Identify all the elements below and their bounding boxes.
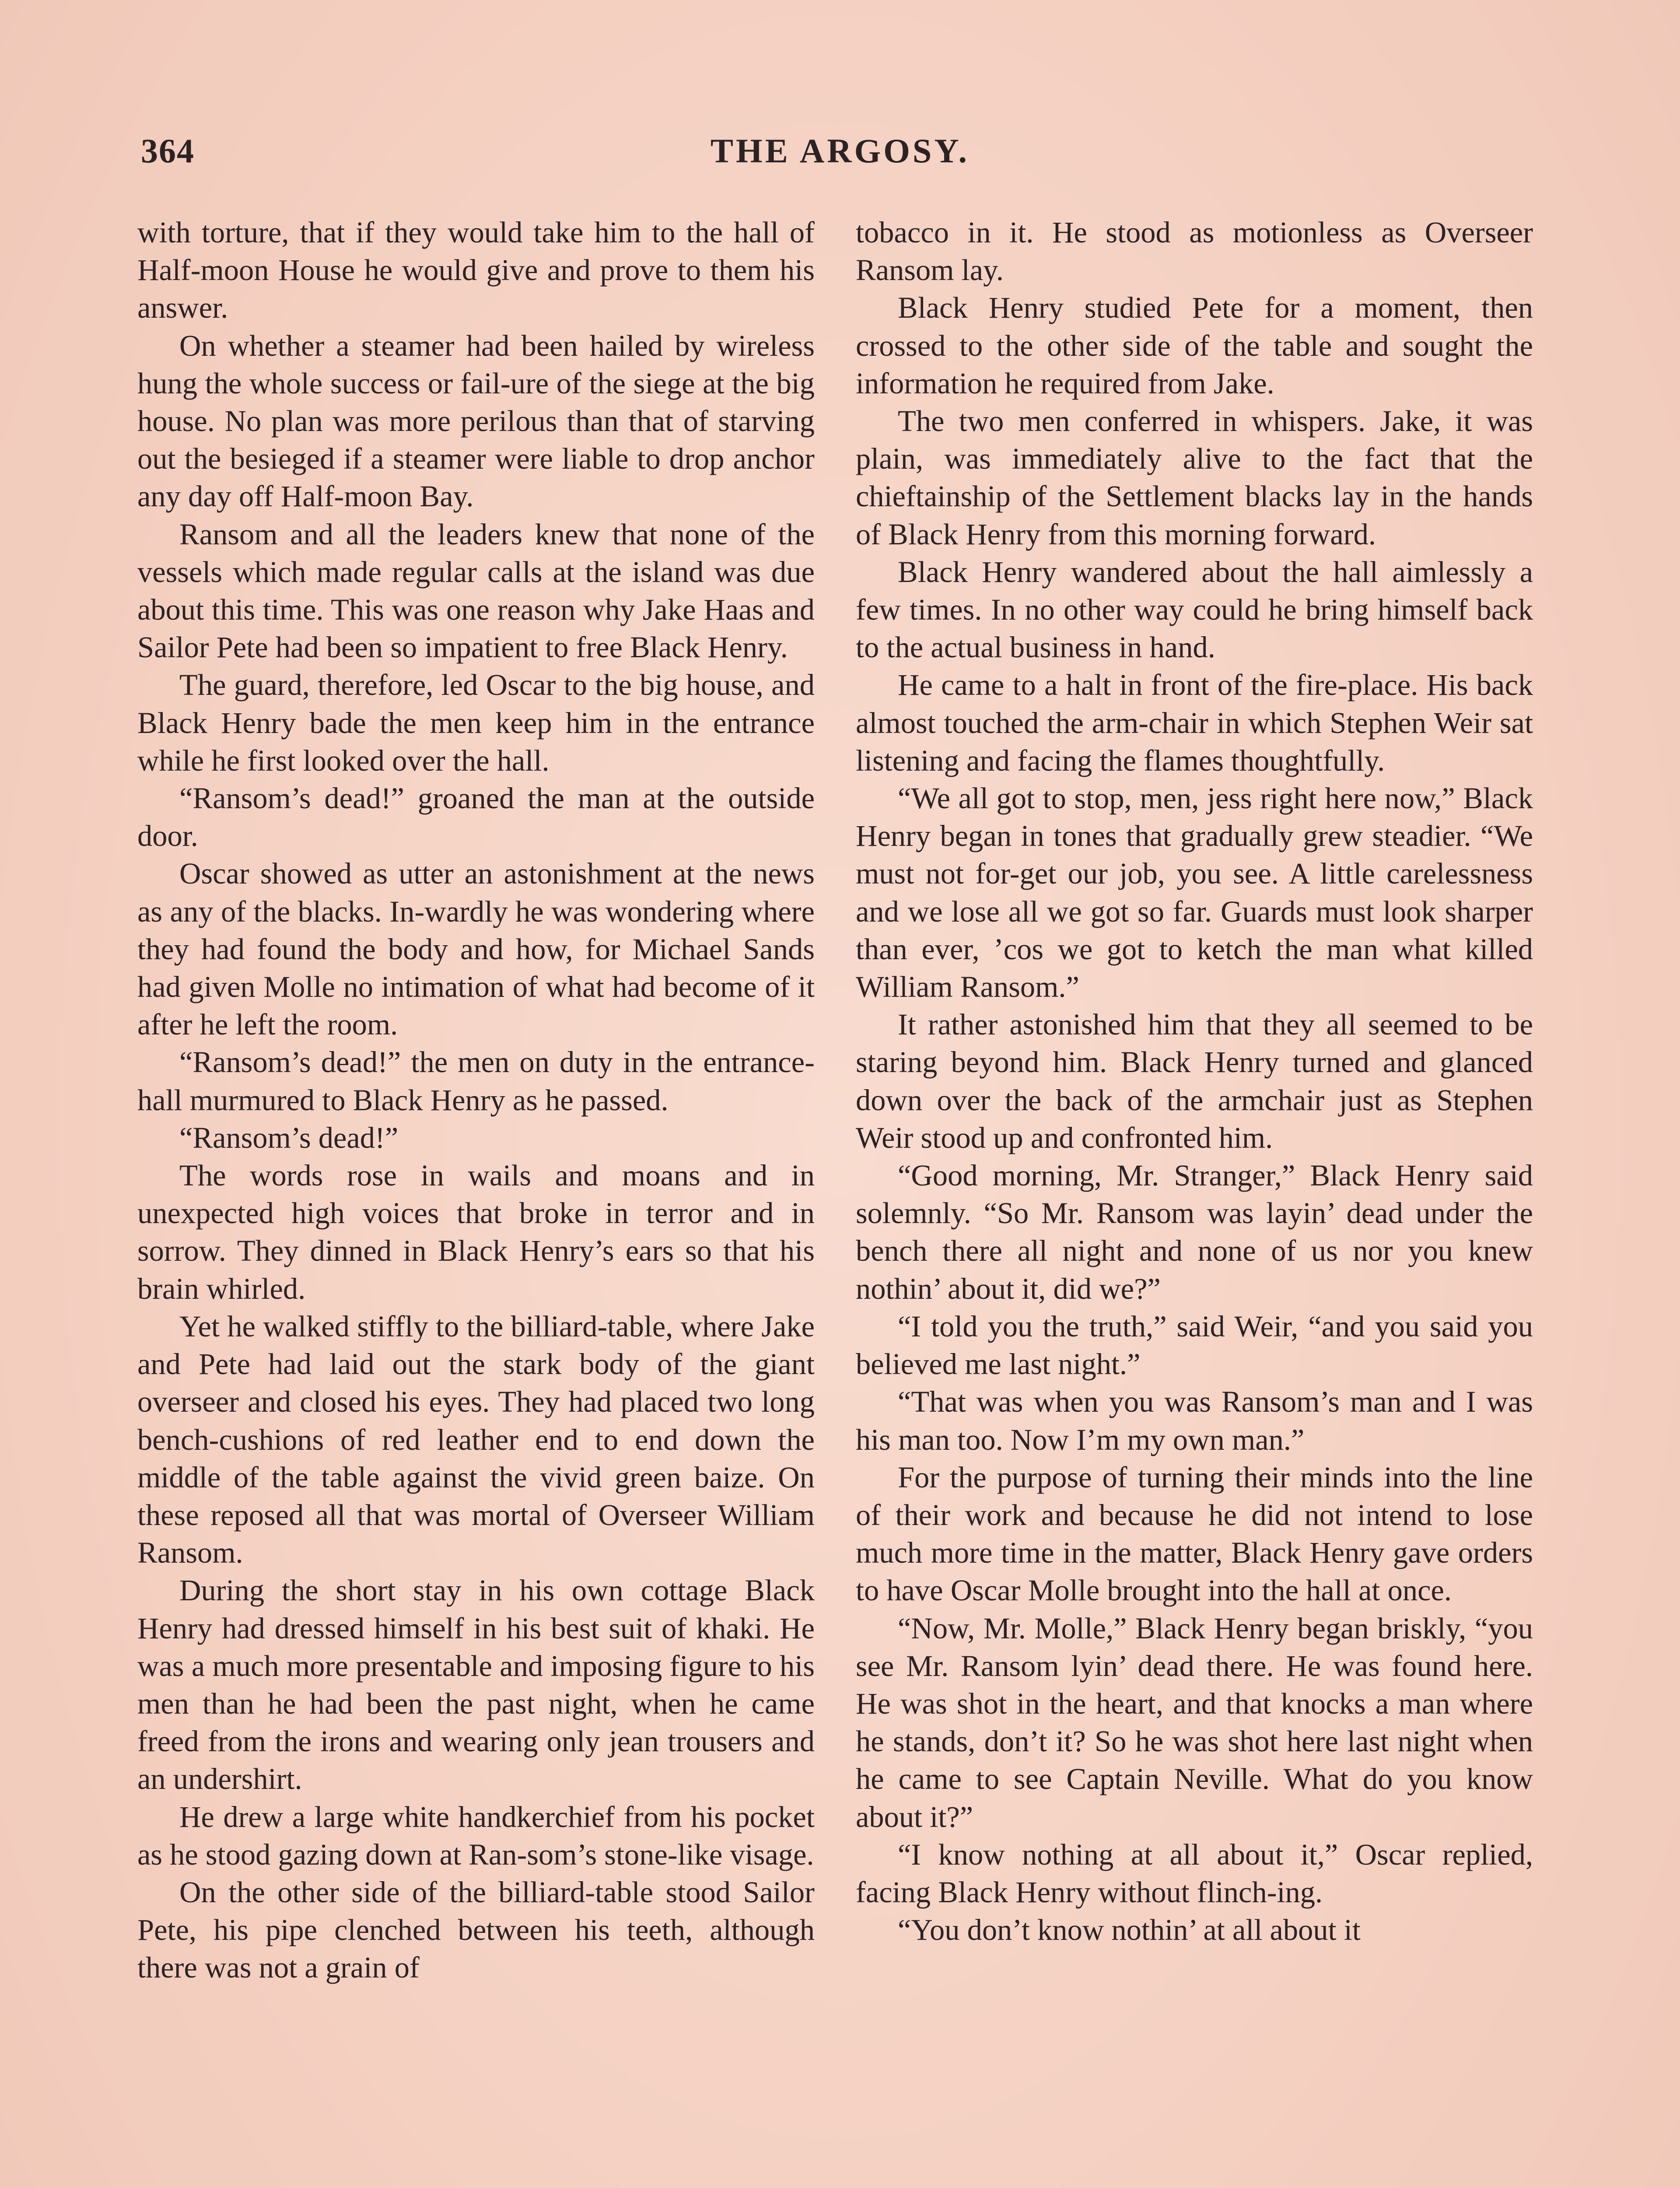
paragraph: “Good morning, Mr. Stranger,” Black Henry said solemnly. “So Mr. Ransom was layin’ dead under the bench there all night and none of us nor you knew nothin’ about it, did we?” bbox=[856, 1159, 1533, 1305]
paragraph: On whether a steamer had been hailed by wireless hung the whole success or fail-ure of the siege at the big house. No plan was more perilous than that of starving out the besieged if a steamer were liable to drop anchor any day off Half-moon Bay. bbox=[137, 329, 815, 513]
paragraph: Black Henry studied Pete for a moment, then crossed to the other side of the table and sought the information he required from Jake. bbox=[856, 291, 1533, 400]
paragraph: Yet he walked stiffly to the billiard-table, where Jake and Pete had laid out the stark body of the giant overseer and closed his eyes. They had placed two long bench-cushions of red leather end to end down the middle of the table against the vivid green baize. On these reposed all that was mortal of Overseer William Ransom. bbox=[137, 1309, 815, 1570]
page-number: 364 bbox=[141, 132, 195, 170]
paragraph: “That was when you was Ransom’s man and I was his man too. Now I’m my own man.” bbox=[856, 1385, 1533, 1456]
paragraph: tobacco in it. He stood as motionless as Overseer Ransom lay. bbox=[856, 216, 1533, 287]
paragraph: “I told you the truth,” said Weir, “and you said you believed me last night.” bbox=[856, 1309, 1533, 1381]
paragraph: Black Henry wandered about the hall aimlessly a few times. In no other way could he bring himself back to the actual business in hand. bbox=[856, 555, 1533, 664]
page-header bbox=[141, 131, 1539, 179]
paragraph: For the purpose of turning their minds into the line of their work and because he did not intend to lose much more time in the matter, Black Henry gave orders to have Oscar Molle brought into the hall at once. bbox=[856, 1460, 1533, 1607]
left-column bbox=[137, 214, 815, 1987]
paragraph: During the short stay in his own cottage Black Henry had dressed himself in his best suit of khaki. He was a much more presentable and imposing figure to his men than he had been the past night, when he came freed from the irons and wearing only jean trousers and an undershirt. bbox=[137, 1574, 815, 1796]
paragraph: “Now, Mr. Molle,” Black Henry began briskly, “you see Mr. Ransom lyin’ dead there. He was found here. He was shot in the heart, and that knocks a man where he stands, don’t it? So he was shot here last night when he came to see Captain Neville. What do you know about it?” bbox=[856, 1611, 1533, 1834]
running-title: THE ARGOSY. bbox=[710, 132, 970, 170]
paragraph: with torture, that if they would take him to the hall of Half-moon House he would give and prove to them his answer. bbox=[137, 216, 815, 325]
paragraph: “Ransom’s dead!” the men on duty in the entrance-hall murmured to Black Henry as he passed. bbox=[137, 1045, 815, 1117]
paragraph: The two men conferred in whispers. Jake, it was plain, was immediately alive to the fact that the chieftainship of the Settlement blacks lay in the hands of Black Henry from this morning forward. bbox=[856, 404, 1533, 551]
paragraph: The words rose in wails and moans and in unexpected high voices that broke in terror and in sorrow. They dinned in Black Henry’s ears so that his brain whirled. bbox=[137, 1159, 815, 1305]
paragraph: Ransom and all the leaders knew that none of the vessels which made regular calls at the island was due about this time. This was one reason why Jake Haas and Sailor Pete had been so impatient to free Black Henry. bbox=[137, 517, 815, 664]
paragraph: He came to a halt in front of the fire-place. His back almost touched the arm-chair in which Stephen Weir sat listening and facing the flames thoughtfully. bbox=[856, 668, 1533, 777]
paragraph: “Ransom’s dead!” bbox=[179, 1121, 399, 1154]
paragraph: On the other side of the billiard-table stood Sailor Pete, his pipe clenched between his teeth, although there was not a grain of bbox=[137, 1875, 815, 1985]
paragraph: It rather astonished him that they all seemed to be staring beyond him. Black Henry turned and glanced down over the back of the armchair just as Stephen Weir stood up and confronted him. bbox=[856, 1008, 1533, 1154]
paragraph: He drew a large white handkerchief from his pocket as he stood gazing down at Ran-som’s stone-like visage. bbox=[137, 1800, 815, 1871]
paragraph: “We all got to stop, men, jess right here now,” Black Henry began in tones that gradually grew steadier. “We must not for-get our job, you see. A little carelessness and we lose all we got so far. Guards must look sharper than ever, ’cos we got to ketch the man what killed William Ransom.” bbox=[856, 782, 1533, 1004]
paragraph: The guard, therefore, led Oscar to the big house, and Black Henry bade the men keep him in the entrance while he first looked over the hall. bbox=[137, 668, 815, 777]
paragraph: “Ransom’s dead!” groaned the man at the outside door. bbox=[137, 782, 815, 853]
right-column bbox=[856, 214, 1533, 1949]
paragraph: “I know nothing at all about it,” Oscar replied, facing Black Henry without flinch-ing. bbox=[856, 1837, 1533, 1909]
paragraph: Oscar showed as utter an astonishment at the news as any of the blacks. In-wardly he was wondering where they had found the body and how, for Michael Sands had given Molle no intimation of what had become of it after he left the room. bbox=[137, 857, 815, 1041]
paragraph: “You don’t know nothin’ at all about it bbox=[898, 1913, 1361, 1947]
